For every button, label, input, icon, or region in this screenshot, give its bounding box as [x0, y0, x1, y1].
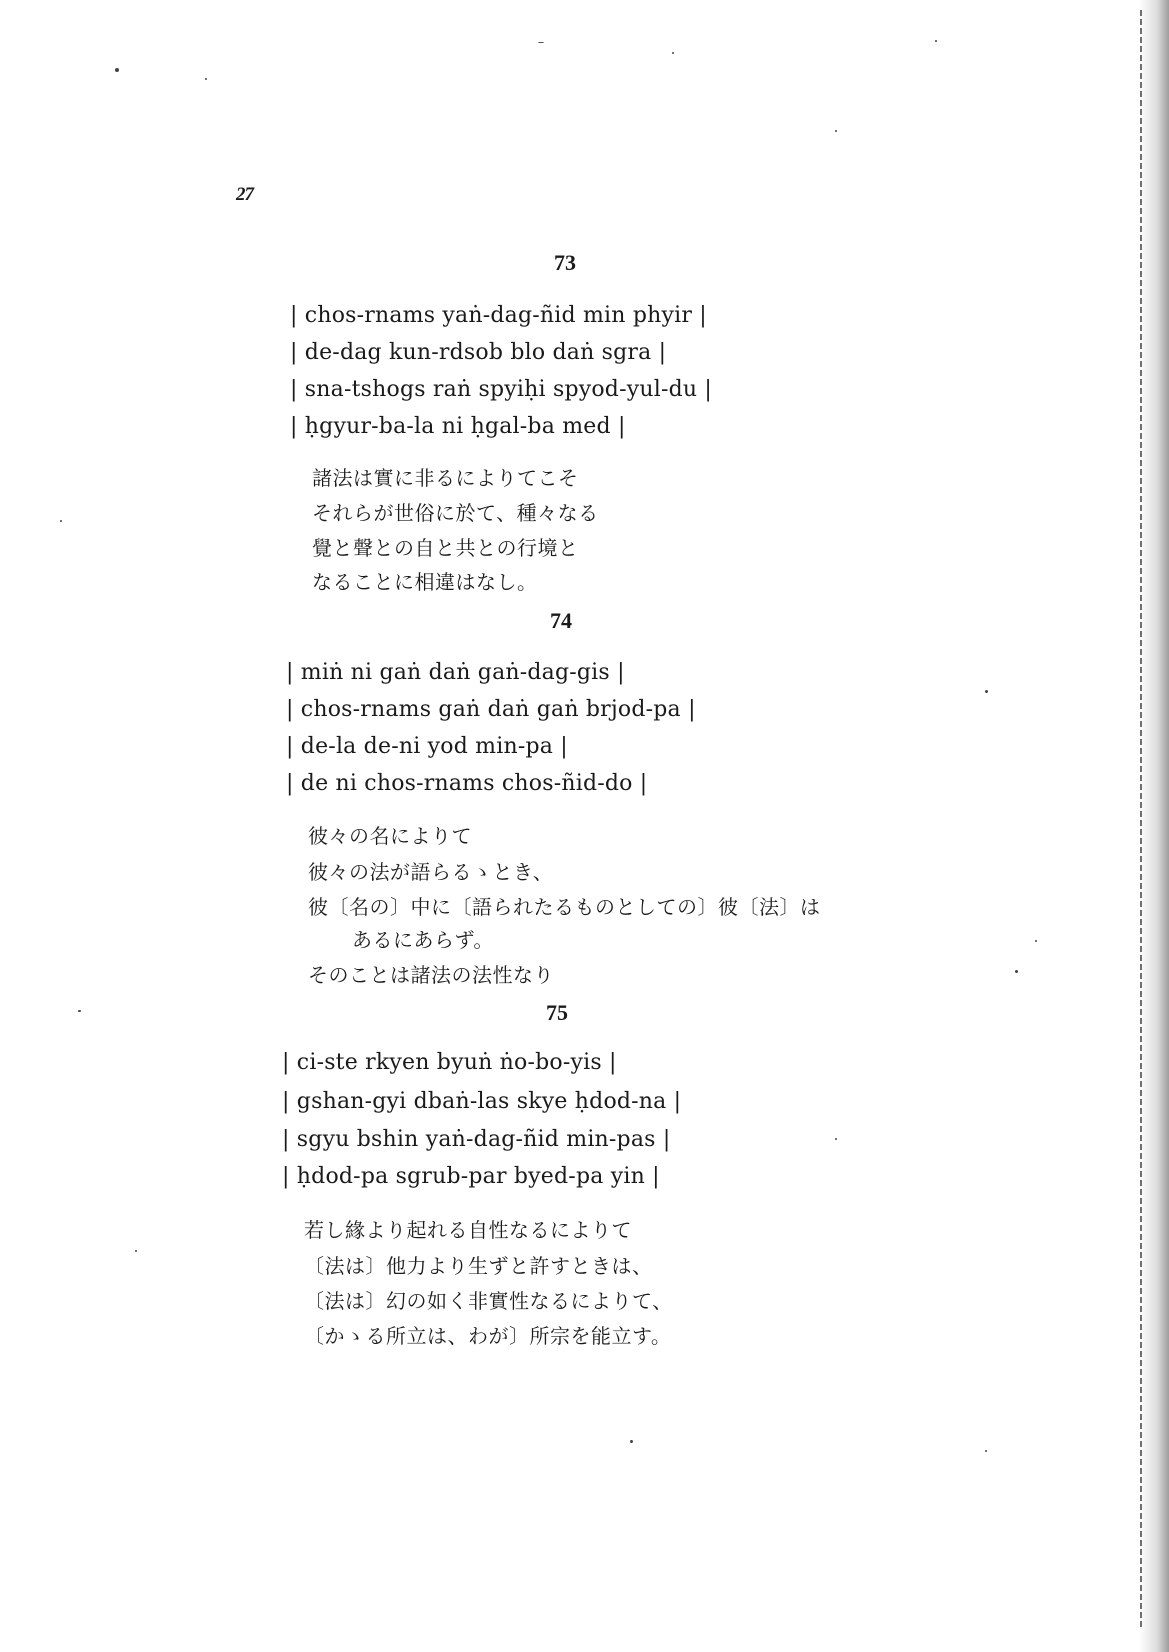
- tibetan-line: | gshan-gyi dbaṅ-las skye ḥdod-na |: [282, 1089, 682, 1114]
- scan-speck: [115, 68, 119, 72]
- tibetan-line: | sgyu bshin yaṅ-dag-ñid min-pas |: [282, 1127, 671, 1152]
- tibetan-line: | sna-tshogs raṅ spyiḥi spyod-yul-du |: [290, 377, 713, 402]
- tibetan-line: | ci-ste rkyen byuṅ ṅo-bo-yis |: [282, 1050, 617, 1075]
- scan-speck: [935, 40, 937, 42]
- tibetan-line: | chos-rnams yaṅ-dag-ñid min phyir |: [290, 303, 707, 328]
- scan-speck: [672, 52, 674, 54]
- japanese-line: 〔法は〕他力より生ずと許すときは、: [304, 1254, 653, 1278]
- tibetan-line: | miṅ ni gaṅ daṅ gaṅ-dag-gis |: [286, 660, 625, 685]
- japanese-line: それらが世俗に於て、種々なる: [312, 501, 599, 525]
- scan-speck: [60, 520, 62, 522]
- page-number: 27: [236, 184, 253, 205]
- scan-speck: [985, 1450, 987, 1452]
- japanese-line: 諸法は實に非るによりてこそ: [312, 466, 579, 490]
- japanese-line: 〔かゝる所立は、わが〕所宗を能立す。: [304, 1324, 672, 1348]
- page-edge-shadow: [1139, 0, 1169, 1652]
- verse-number-74: 74: [550, 608, 572, 633]
- scan-speck: [630, 1440, 633, 1443]
- tibetan-line: | chos-rnams gaṅ daṅ gaṅ brjod-pa |: [286, 697, 696, 722]
- scan-speck: [835, 130, 837, 132]
- scan-speck: [205, 78, 207, 80]
- tibetan-line: | de-dag kun-rdsob blo daṅ sgra |: [290, 340, 667, 365]
- japanese-line: 覺と聲との自と共との行境と: [312, 536, 579, 560]
- japanese-line: 彼〔名の〕中に〔語られたるものとしての〕彼〔法〕は: [308, 895, 821, 919]
- japanese-line: 彼々の名によりて: [308, 824, 472, 848]
- verse-number-75: 75: [546, 1000, 568, 1025]
- scan-speck: [78, 1010, 81, 1012]
- scan-speck: [538, 42, 544, 43]
- tibetan-line: | ḥdod-pa sgrub-par byed-pa yin |: [282, 1164, 660, 1189]
- verse-number-73: 73: [554, 250, 576, 275]
- scan-speck: [985, 690, 988, 693]
- scan-speck: [1035, 940, 1037, 942]
- scan-speck: [1015, 970, 1018, 973]
- japanese-line: 〔法は〕幻の如く非實性なるによりて、: [304, 1289, 673, 1313]
- scan-speck: [135, 1250, 137, 1252]
- japanese-line: そのことは諸法の法性なり: [308, 963, 554, 987]
- japanese-line: あるにあらず。: [352, 928, 494, 952]
- scan-speck: [835, 1138, 837, 1140]
- japanese-line: なることに相違はなし。: [312, 570, 538, 594]
- tibetan-line: | ḥgyur-ba-la ni ḥgal-ba med |: [290, 414, 626, 439]
- tibetan-line: | de-la de-ni yod min-pa |: [286, 734, 568, 759]
- tibetan-line: | de ni chos-rnams chos-ñid-do |: [286, 771, 648, 796]
- japanese-line: 若し緣より起れる自性なるによりて: [304, 1218, 632, 1242]
- japanese-line: 彼々の法が語らるゝとき、: [308, 860, 554, 884]
